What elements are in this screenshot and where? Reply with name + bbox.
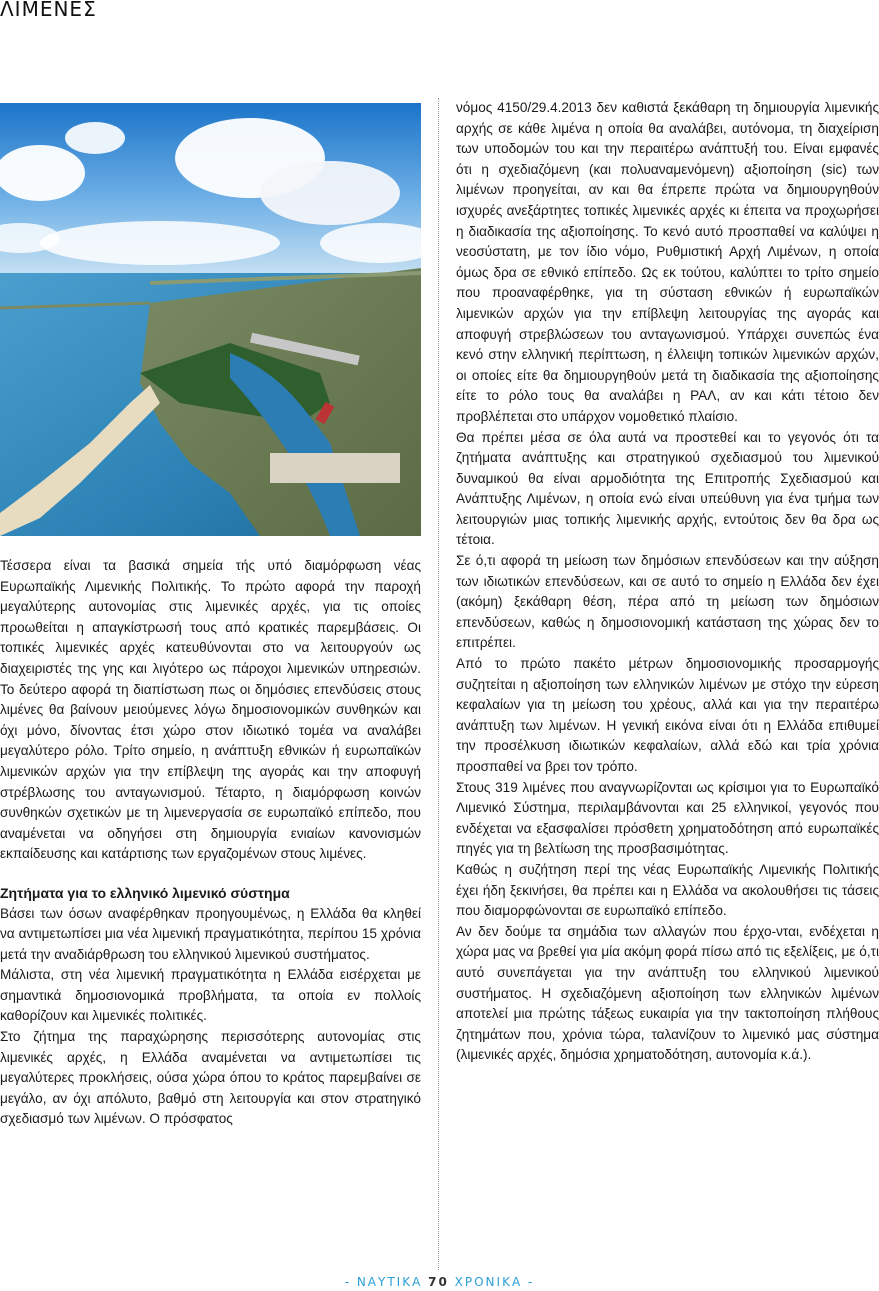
paragraph: Αν δεν δούμε τα σημάδια των αλλαγών που έρχο-νται, ενδέχεται η χώρα μας να βρεθεί για μία ακόμη φορά πίσω από τις εξελίξεις, με ό,τι αυτό συνεπάγεται για την ανάπτυξη του ελληνικού λιμενικού συστήματος. Η σχεδιαζόμενη αξιοποίηση των ελληνικών λιμένων αποτελεί μια πρώτης τάξεως ευκαιρία για την τακτοποίηση πλήθους ζητημάτων που, χρόνια τώρα, ταλανίζουν το λιμενικό μας σύστημα (λιμενικές αρχές, δημόσια χρηματοδότηση, αυτονομία κ.ά.). [456,923,879,1063]
paragraph: Τέσσερα είναι τα βασικά σημεία τής υπό διαμόρφωση νέας Ευρωπαϊκής Λιμενικής Πολιτικής. Το πρώτο αφορά την παροχή μεγαλύτερης αυτονομίας στις λιμενικές αρχές, για τις οποίες προωθείται η απαγκίστρωσή τους από κρατικές παρεμβάσεις. Οι τοπικές λιμενικές αρχές κατευθύνονται στο να λειτουργούν ως διαχειριστές της γης και λιγότερο ως πάροχοι λιμενικών υπηρεσιών. Το δεύτερο αφορά τη διαπίστωση πως οι δημόσιες επενδύσεις στους λιμένες θα βαίνουν μειούμενες λόγω δημοσιονομικών συνθηκών και όχι μόνο, δίνοντας έτσι χώρο στον ιδιωτικό τομέα να αναλάβει μεγαλύτερο ρόλο. Τρίτο σημείο, η ανάπτυξη εθνικών ή ευρωπαϊκών λιμενικών αρχών για την επίβλεψη της αγοράς και την αποφυγή στρέβλωσης του ανταγωνισμού. Τέταρτο, η διαμόρφωση κοινών συνθηκών σχετικών με τη λιμενεργασία σε ευρωπαϊκό επίπεδο, που αναμένεται να οδηγήσει στη δημιουργία ενιαίων κανονισμών εκπαίδευσης και κατάρτισης των εργαζομένων στους λιμένες. [0,558,421,862]
paragraph: Θα πρέπει μέσα σε όλα αυτά να προστεθεί και το γεγονός ότι τα ζητήματα ανάπτυξης και στρατηγικού σχεδιασμού του λιμενικού δυναμικού θα είναι αρμοδιότητα της Επιτροπής Σχεδιασμού και Ανάπτυξης Λιμένων, η οποία ενώ είναι υπεύθυνη για ένα τμήμα των λειτουργιών μιας τοπικής λιμενικής αρχής, εντούτοις δεν θα δρα ως τέτοια. [456,429,879,548]
page-number: 70 [428,1275,449,1289]
paragraph: νόμος 4150/29.4.2013 δεν καθιστά ξεκάθαρη τη δημιουργία λιμενικής αρχής σε κάθε λιμένα η οποία θα αναλάβει, αυτόνομα, τη διαχείριση των υποδομών του και την περαιτέρω ανάπτυξή του. Είναι εμφανές ότι η σχεδιαζόμενη (και πολυαναμενόμενη) αξιοποίηση (sic) των λιμένων προηγείται, αν και θα έπρεπε πρώτα να δημιουργηθούν ισχυρές ανεξάρτητες τοπικές λιμενικές αρχές κι έπειτα να προχωρήσει η διαδικασία της αξιοποίησης. Το κενό αυτό προσπαθεί να καλύψει η νεοσύστατη, με τον ίδιο νόμο, Ρυθμιστική Αρχή Λιμένων, η οποία όμως δρα σε εθνικό επίπεδο. Ως εκ τούτου, καλύπτει το τρίτο σημείο που προαναφέρθηκε, για τη σύσταση εθνικών ή ευρωπαϊκών λιμενικών αρχών για την επίβλεψη λειτουργίας της αγοράς και αποφυγή στρεβλώσεων του ανταγωνισμού. Υπάρχει συνεπώς ένα κενό στην ελληνική περίπτωση, η έλλειψη τοπικών λιμενικών αρχών, οι οποίες είτε θα δημιουργηθούν μετά τη διαδικασία της αξιοποίησης είτε το ρόλο τους θα αναλάβει η ΡΑΛ, αν και κάτι τέτοιο δεν προβλέπεται στο υπάρχον νομοθετικό πλαίσιο. [456,100,879,424]
paragraph: Στο ζήτημα της παραχώρησης περισσότερης αυτονομίας στις λιμενικές αρχές, η Ελλάδα αναμένεται να αντιμετωπίσει τις μεγαλύτερες προκλήσεις, ούσα χώρα όπου το κράτος παρεμβαίνει σε μεγάλο, αν όχι απόλυτο, βαθμό στη λειτουργία και στον στρατηγικό σχεδιασμό των λιμένων. Ο πρόσφατος [0,1029,421,1127]
column-divider [438,98,439,1270]
paragraph: Βάσει των όσων αναφέρθηκαν προηγουμένως, η Ελλάδα θα κληθεί να αντιμετωπίσει μια νέα λιμενική πραγματικότητα, περίπου 15 χρόνια μετά την αναδιάρθρωση του ελληνικού λιμενικού συστήματος. [0,905,421,962]
paragraph: Από το πρώτο πακέτο μέτρων δημοσιονομικής προσαρμογής συζητείται η αξιοποίηση των ελληνικών λιμένων με στόχο την εύρεση κεφαλαίων για τη μείωση του χρέους, αλλά και για την περαιτέρω ανάπτυξη των λιμένων. Η γενική εικόνα είναι ότι η Ελλάδα επιθυμεί την προσέλκυση ιδιωτικών κεφαλαίων, αλλά εδώ και τρία χρόνια προσπαθεί να βρει τον τρόπο. [456,656,879,774]
page-footer [0,1275,879,1289]
paragraph: Σε ό,τι αφορά τη μείωση των δημόσιων επενδύσεων και την αύξηση των ιδιωτικών επενδύσεων, και σε αυτό το σημείο η Ελλάδα δεν έχει (ακόμη) ξεκάθαρη θέση, πέρα από τη μείωση των δημόσιων επενδύσεων, καθώς η δημοσιονομική κατάσταση της χώρας δεν το επιτρέπει. [456,553,879,651]
left-column [0,556,421,1130]
aerial-port-photo [0,103,421,536]
paragraph: Στους 319 λιμένες που αναγνωρίζονται ως κρίσιμοι για το Ευρωπαϊκό Λιμενικό Σύστημα, περιλαμβάνονται και 25 ελληνικοί, γεγονός που ενδέχεται να εξασφαλίσει πρόσθετη χρηματοδότηση από ευρωπαϊκές πηγές για τη βελτίωση της προσβασιμότητας. [456,779,879,857]
right-column [456,98,879,1066]
paragraph: Μάλιστα, στη νέα λιμενική πραγματικότητα η Ελλάδα εισέρχεται με σημαντικά δημοσιονομικά προβλήματα, τα οποία εν πολλοίς καθορίζουν και λιμενικές πολιτικές. [0,967,421,1024]
footer-publication-left: - ΝΑΥΤΙΚΑ [344,1275,423,1289]
paragraph: Καθώς η συζήτηση περί της νέας Ευρωπαϊκής Λιμενικής Πολιτικής έχει ήδη ξεκινήσει, θα πρέπει και η Ελλάδα να ακολουθήσει τις τάσεις που διαμορφώνονται σε ευρωπαϊκό επίπεδο. [456,861,879,919]
subheading: Ζητήματα για το ελληνικό λιμενικό σύστημα [0,884,290,901]
section-title: ΛΙΜΕΝΕΣ [0,0,97,21]
footer-publication-right: ΧΡΟΝΙΚΑ - [454,1275,535,1289]
